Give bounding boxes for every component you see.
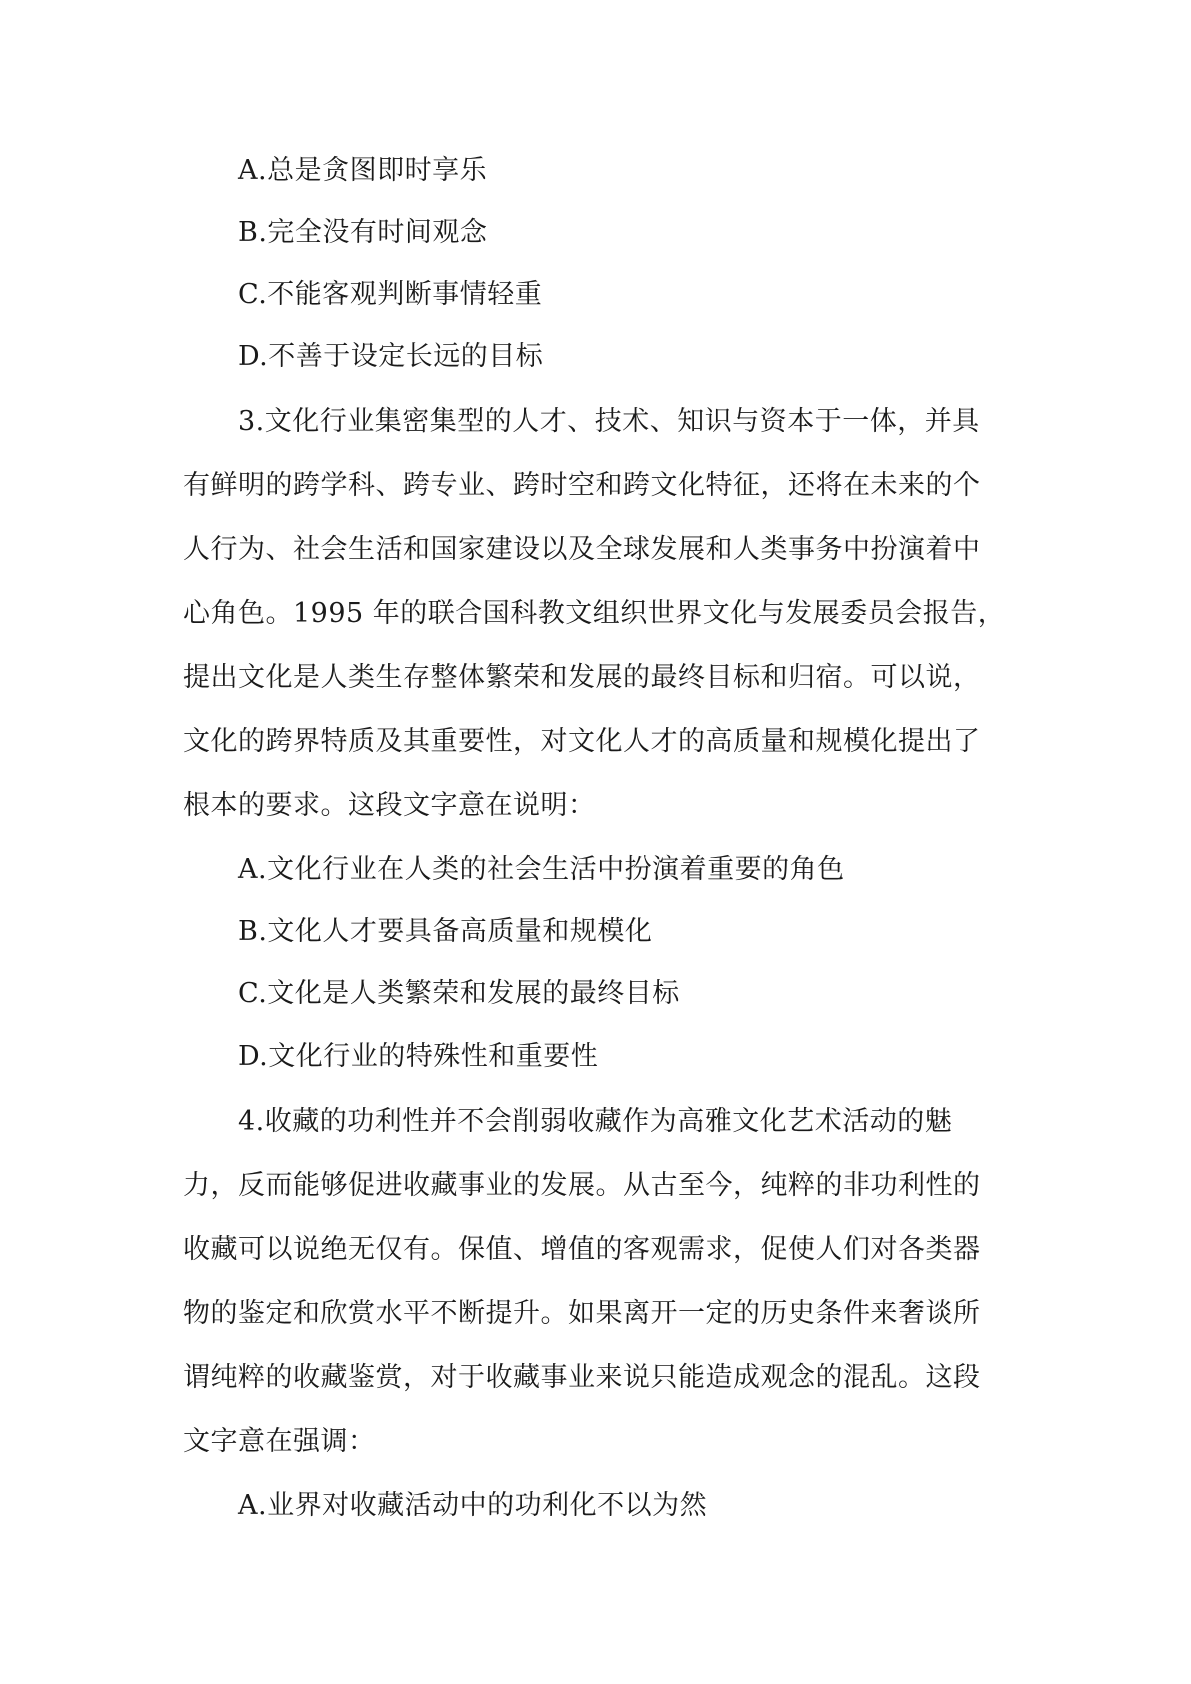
q2-option-c: C.不能客观判断事情轻重 [238,279,543,310]
q3-stem-line: 人行为、社会生活和国家建设以及全球发展和人类事务中扮演着中 [183,534,981,565]
q3-stem-line: 3.文化行业集密集型的人才、技术、知识与资本于一体，并具 [238,406,980,437]
q3-stem-line: 提出文化是人类生存整体繁荣和发展的最终目标和归宿。可以说， [183,662,981,693]
q2-option-a: A.总是贪图即时享乐 [238,155,488,186]
q4-option-a: A.业界对收藏活动中的功利化不以为然 [238,1490,708,1521]
q4-stem-line: 物的鉴定和欣赏水平不断提升。如果离开一定的历史条件来奢谈所 [183,1298,981,1329]
q4-stem-line: 文字意在强调： [183,1426,376,1457]
q3-option-d: D.文化行业的特殊性和重要性 [238,1041,599,1072]
q3-option-a: A.文化行业在人类的社会生活中扮演着重要的角色 [238,854,845,885]
q2-option-b: B.完全没有时间观念 [238,217,488,248]
q3-option-c: C.文化是人类繁荣和发展的最终目标 [238,978,680,1009]
q3-option-b: B.文化人才要具备高质量和规模化 [238,916,653,947]
q2-option-d: D.不善于设定长远的目标 [238,341,544,372]
q4-stem-line: 力，反而能够促进收藏事业的发展。从古至今，纯粹的非功利性的 [183,1170,981,1201]
q4-stem-line: 4.收藏的功利性并不会削弱收藏作为高雅文化艺术活动的魅 [238,1106,953,1137]
q3-stem-line: 根本的要求。这段文字意在说明： [183,790,596,821]
q4-stem-line: 谓纯粹的收藏鉴赏，对于收藏事业来说只能造成观念的混乱。这段 [183,1362,981,1393]
q3-stem-line: 心角色。1995 年的联合国科教文组织世界文化与发展委员会报告， [183,598,1006,629]
q3-stem-line: 有鲜明的跨学科、跨专业、跨时空和跨文化特征，还将在未来的个 [183,470,981,501]
q4-stem-line: 收藏可以说绝无仅有。保值、增值的客观需求，促使人们对各类器 [183,1234,981,1265]
q3-stem-line: 文化的跨界特质及其重要性，对文化人才的高质量和规模化提出了 [183,726,981,757]
